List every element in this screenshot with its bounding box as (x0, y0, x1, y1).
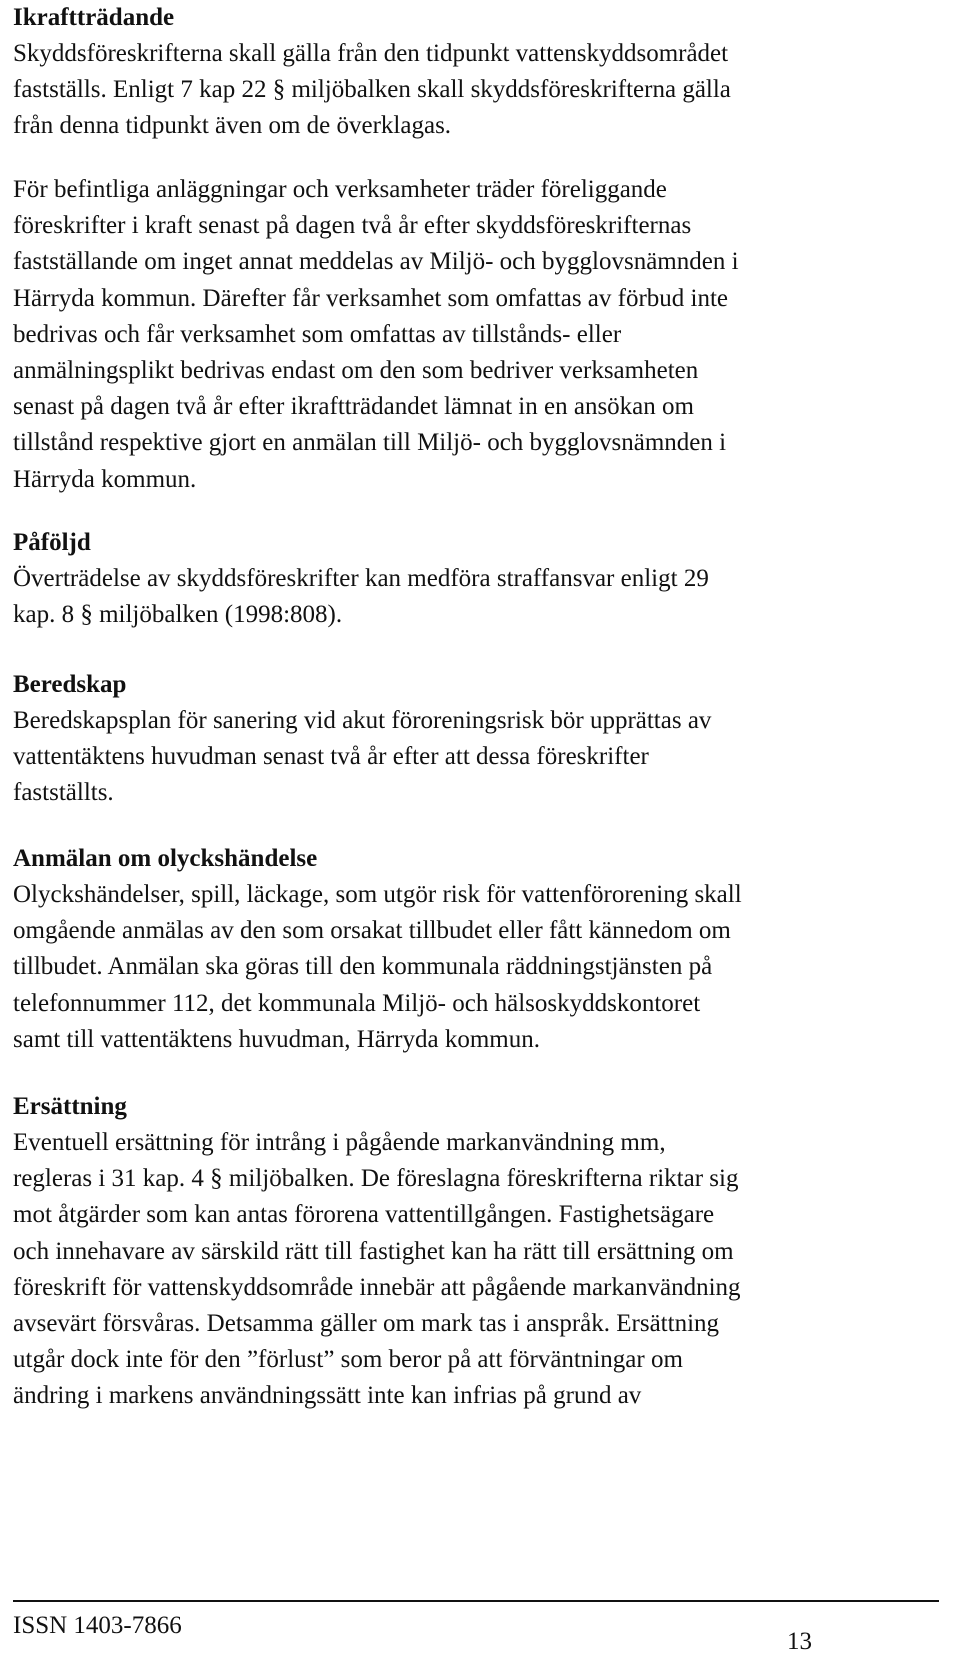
text-line: ändring i markens användningssätt inte kan infrias på grund av (13, 1382, 642, 1410)
paragraph (13, 561, 953, 633)
text-line: Beredskapsplan för sanering vid akut föroreningsrisk bör upprättas av (13, 707, 712, 734)
text-line: omgående anmälas av den som orsakat tillbudet eller fått kännedom om (13, 917, 731, 945)
text-line: Överträdelse av skyddsföreskrifter kan medföra straffansvar enligt 29 (13, 565, 709, 592)
section-ikrafttradande-paragraph-2 (13, 172, 953, 498)
text-line: fastställs. Enligt 7 kap 22 § miljöbalken skall skyddsföreskrifterna gälla (13, 76, 731, 104)
paragraph (13, 703, 953, 812)
section-anmalan-om-olyckshandelse (13, 841, 953, 1058)
section-heading: Beredskap (13, 671, 127, 698)
page-number: 13 (787, 1628, 812, 1655)
section-heading: Ikraftträdande (13, 4, 175, 31)
section-heading: Ersättning (13, 1093, 127, 1120)
text-line: Härryda kommun. (13, 465, 197, 493)
section-heading: Påföljd (13, 529, 91, 556)
text-line: Härryda kommun. Därefter får verksamhet som omfattas av förbud inte (13, 284, 729, 312)
text-line: vattentäktens huvudman senast två år efter att dessa föreskrifter (13, 743, 649, 771)
text-line: mot åtgärder som kan antas förorena vattentillgången. Fastighetsägare (13, 1201, 715, 1229)
text-line: utgår dock inte för den ”förlust” som beror på att förväntningar om (13, 1346, 683, 1374)
text-line: Skyddsföreskrifterna skall gälla från den tidpunkt vattenskyddsområdet (13, 40, 729, 67)
section-ersattning (13, 1089, 953, 1415)
text-line: För befintliga anläggningar och verksamheter träder föreliggande (13, 176, 667, 203)
text-line: fastställts. (13, 779, 114, 807)
text-line: kap. 8 § miljöbalken (1998:808). (13, 601, 343, 629)
text-line: anmälningsplikt bedrivas endast om den som bedriver verksamheten (13, 357, 699, 385)
text-line: tillstånd respektive gjort en anmälan till Miljö- och bygglovsnämnden i (13, 429, 727, 457)
text-line: Eventuell ersättning för intrång i pågående markanvändning mm, (13, 1129, 666, 1156)
text-line: från denna tidpunkt även om de överklagas. (13, 112, 452, 140)
text-line: föreskrift för vattenskyddsområde innebär att pågående markanvändning (13, 1273, 741, 1301)
text-line: telefonnummer 112, det kommunala Miljö- och hälsoskyddskontoret (13, 989, 701, 1017)
section-ikrafttradande (13, 0, 953, 145)
paragraph (13, 172, 953, 498)
text-line: bedrivas och får verksamhet som omfattas av tillstånds- eller (13, 320, 622, 348)
text-line: och innehavare av särskild rätt till fastighet kan ha rätt till ersättning om (13, 1237, 734, 1265)
text-line: Olyckshändelser, spill, läckage, som utgör risk för vattenförorening skall (13, 881, 742, 908)
paragraph (13, 36, 953, 145)
paragraph (13, 877, 953, 1058)
footer-divider (13, 1600, 939, 1602)
text-line: samt till vattentäktens huvudman, Härryda kommun. (13, 1025, 540, 1053)
section-pafoljd (13, 525, 953, 633)
section-heading: Anmälan om olyckshändelse (13, 845, 318, 872)
text-line: fastställande om inget annat meddelas av Miljö- och bygglovsnämnden i (13, 248, 739, 276)
text-line: föreskrifter i kraft senast på dagen två år efter skyddsföreskrifternas (13, 212, 692, 240)
issn-label: ISSN 1403-7866 (13, 1612, 182, 1639)
text-line: avsevärt försvåras. Detsamma gäller om mark tas i anspråk. Ersättning (13, 1310, 720, 1338)
section-beredskap (13, 667, 953, 812)
text-line: senast på dagen två år efter ikraftträdandet lämnat in en ansökan om (13, 393, 694, 421)
text-line: tillbudet. Anmälan ska göras till den kommunala räddningstjänsten på (13, 953, 713, 981)
paragraph (13, 1125, 953, 1415)
text-line: regleras i 31 kap. 4 § miljöbalken. De föreslagna föreskrifterna riktar sig (13, 1165, 739, 1193)
